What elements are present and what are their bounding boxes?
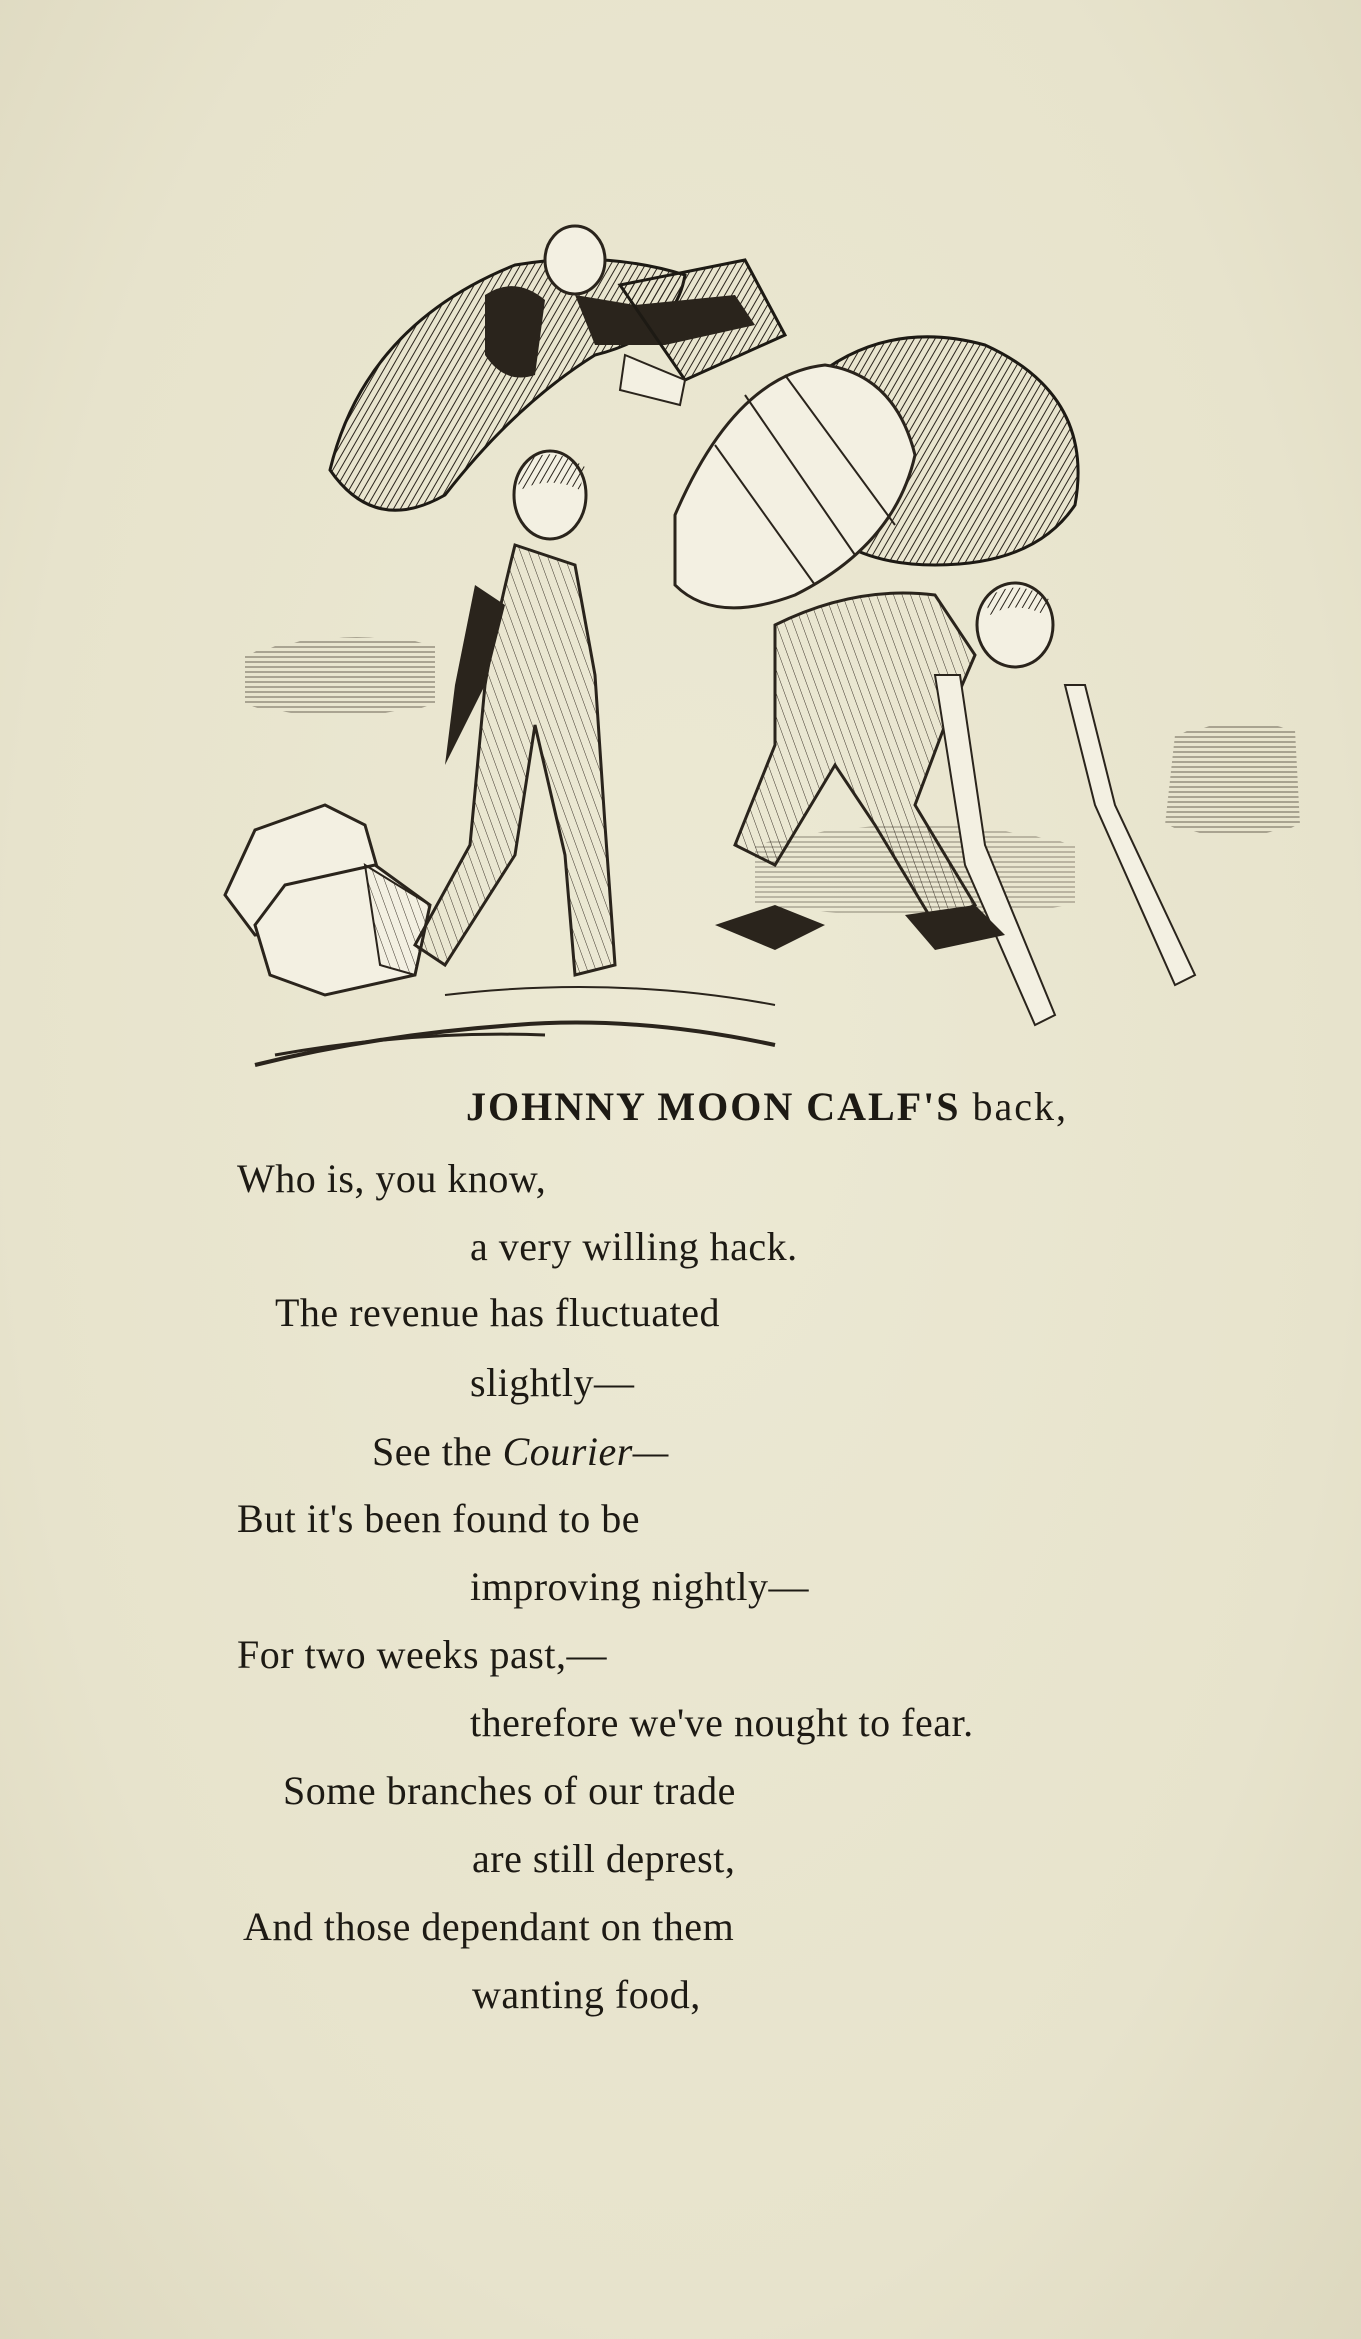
- verse-line-5-text: See the: [372, 1429, 503, 1474]
- verse-line-7: improving nightly—: [470, 1564, 809, 1609]
- verse-line-4: slightly—: [470, 1360, 635, 1405]
- verse-line-2: a very willing hack.: [470, 1224, 798, 1269]
- verse-line-8: For two weeks past,—: [237, 1632, 607, 1677]
- verse-line-11: are still deprest,: [472, 1836, 736, 1881]
- verse-line-5-italic: Courier—: [502, 1429, 669, 1474]
- verse-line-5: [372, 1429, 669, 1474]
- verse-line-13: wanting food,: [472, 1972, 701, 2017]
- verse-line-10: Some branches of our trade: [283, 1768, 736, 1813]
- engraving-illustration: [215, 205, 1315, 1085]
- verse-line-6: But it's been found to be: [237, 1496, 640, 1541]
- verse-line-3: The revenue has fluctuated: [275, 1290, 721, 1335]
- verse-line-12: And those dependant on them: [243, 1904, 735, 1949]
- caption-rest: back,: [960, 1084, 1069, 1129]
- caption-name: JOHNNY MOON CALF'S: [466, 1084, 961, 1129]
- verse-line-1: Who is, you know,: [237, 1156, 547, 1201]
- verse-line-9: therefore we've nought to fear.: [470, 1700, 974, 1745]
- caption-line: [466, 1084, 1069, 1129]
